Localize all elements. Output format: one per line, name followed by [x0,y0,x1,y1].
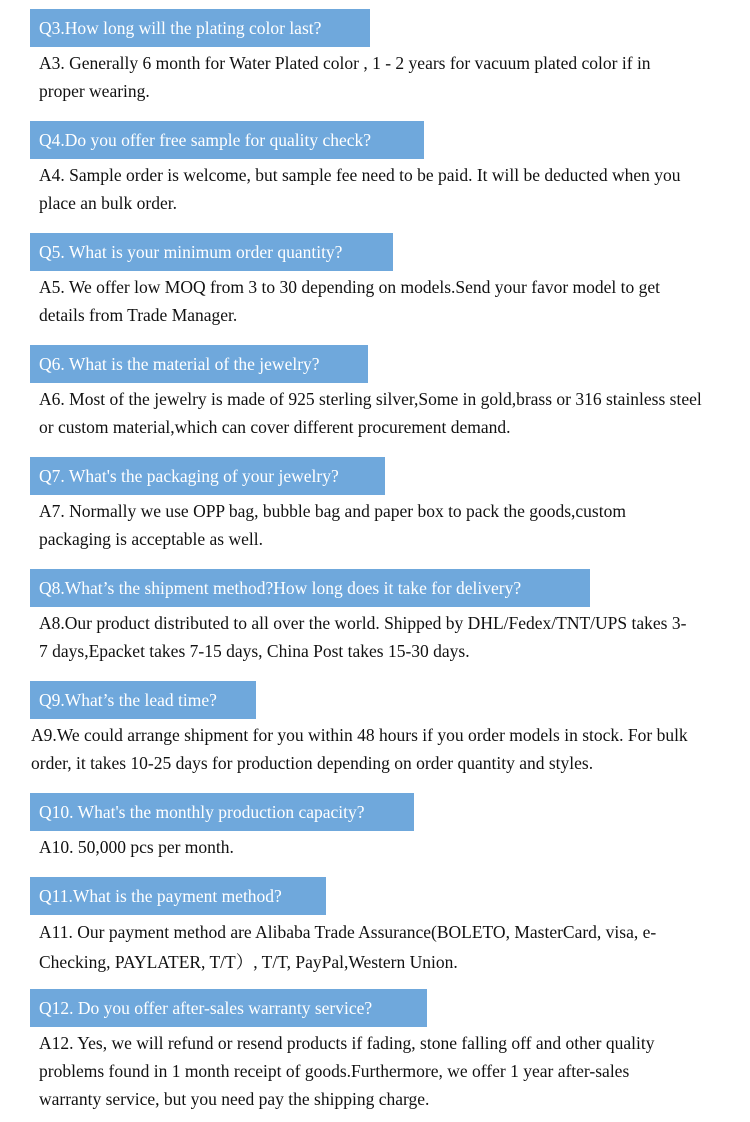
question-banner: Q12. Do you offer after-sales warranty service? [30,989,427,1027]
answer-text: A5. We offer low MOQ from 3 to 30 depending on models.Send your favor model to get details from Trade Manager. [39,277,661,325]
answer-text: A10. 50,000 pcs per month. [39,837,234,857]
question-banner: Q11.What is the payment method? [30,877,326,915]
answer-text: A9.We could arrange shipment for you within 48 hours if you order models in stock. For bulk order, it takes 10-25 days for production depending on order quantity and styles. [31,725,688,773]
question-banner: Q3.How long will the plating color last? [30,9,370,47]
question-banner: Q10. What's the monthly production capacity? [30,793,414,831]
answer-text: A11. Our payment method are Alibaba Trade Assurance(BOLETO, MasterCard, visa, e-Checking, PAYLATER, T/T）, T/T, PayPal,Western Union. [39,922,657,972]
answer-text: A7. Normally we use OPP bag, bubble bag and paper box to pack the goods,custom packaging is acceptable as well. [39,501,626,549]
question-banner: Q5. What is your minimum order quantity? [30,233,393,271]
question-banner: Q9.What’s the lead time? [30,681,256,719]
question-banner: Q7. What's the packaging of your jewelry? [30,457,385,495]
question-banner: Q6. What is the material of the jewelry? [30,345,368,383]
answer-text: A8.Our product distributed to all over the world. Shipped by DHL/Fedex/TNT/UPS takes 3-7 days,Epacket takes 7-15 days, China Post takes 15-30 days. [39,613,687,661]
answer-text: A3. Generally 6 month for Water Plated color , 1 - 2 years for vacuum plated color if in proper wearing. [39,53,651,101]
answer-text: A6. Most of the jewelry is made of 925 sterling silver,Some in gold,brass or 316 stainless steel or custom material,which can cover different procurement demand. [39,389,702,437]
question-banner: Q8.What’s the shipment method?How long does it take for delivery? [30,569,590,607]
question-banner: Q4.Do you offer free sample for quality check? [30,121,424,159]
answer-text: A12. Yes, we will refund or resend products if fading, stone falling off and other quality problems found in 1 month receipt of goods.Furthermore, we offer 1 year after-sales warranty service, but you need pay the shipping charge. [39,1033,655,1109]
answer-text: A4. Sample order is welcome, but sample fee need to be paid. It will be deducted when you place an bulk order. [39,165,681,213]
